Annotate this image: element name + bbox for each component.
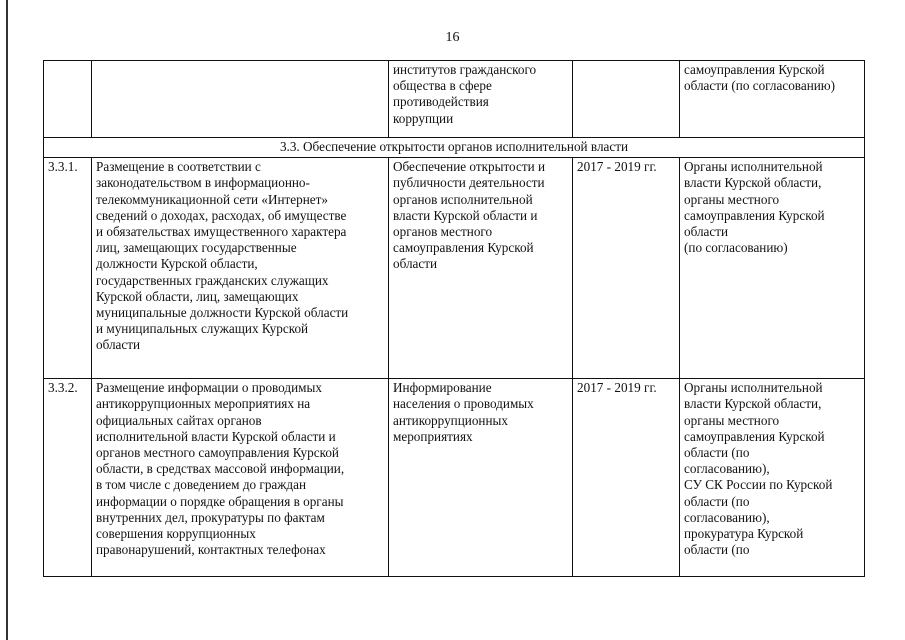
measures-table bbox=[43, 60, 865, 577]
table-row-continuation bbox=[44, 61, 865, 138]
table-row bbox=[44, 379, 865, 577]
row-result: Информирование населения о проводимых антикоррупционных мероприятиях bbox=[389, 379, 573, 577]
row-number: 3.3.1. bbox=[44, 158, 92, 379]
row-period: 2017 - 2019 гг. bbox=[573, 379, 680, 577]
page-number: 16 bbox=[445, 30, 460, 45]
section-title: 3.3. Обеспечение открытости органов исполнительной власти bbox=[44, 138, 865, 158]
cell-measure-empty bbox=[92, 61, 389, 138]
row-number: 3.3.2. bbox=[44, 379, 92, 577]
section-header-row bbox=[44, 138, 865, 158]
cell-number-empty bbox=[44, 61, 92, 138]
row-measure: Размещение информации о проводимых антикоррупционных мероприятиях на официальных сайтах органов исполнительной власти Курской области и органов местного самоуправления Курской области, в средствах массовой информации, в том числе с доведением до граждан информации о порядке обращения в органы внутренних дел, прокуратуры по фактам совершения коррупционных правонарушений, контактных телефонах bbox=[92, 379, 389, 577]
cell-executors: самоуправления Курской области (по согласованию) bbox=[680, 61, 865, 138]
cell-period-empty bbox=[573, 61, 680, 138]
row-measure: Размещение в соответствии с законодательством в информационно- телекоммуникационной сети «Интернет» сведений о доходах, расходах, об имуществе и обязательствах имущественного характера лиц, замещающих государственные должности Курской области, государственных гражданских служащих Курской области, лиц, замещающих муниципальные должности Курской области и муниципальных служащих Курской области bbox=[92, 158, 389, 379]
row-executors: Органы исполнительной власти Курской области, органы местного самоуправления Курской области (по согласованию) bbox=[680, 158, 865, 379]
table-row bbox=[44, 158, 865, 379]
page-edge-line bbox=[6, 0, 8, 640]
row-period: 2017 - 2019 гг. bbox=[573, 158, 680, 379]
cell-result: институтов гражданского общества в сфере противодействия коррупции bbox=[389, 61, 573, 138]
row-result: Обеспечение открытости и публичности деятельности органов исполнительной власти Курской области и органов местного самоуправления Курской области bbox=[389, 158, 573, 379]
row-executors: Органы исполнительной власти Курской области, органы местного самоуправления Курской области (по согласованию), СУ СК России по Курской области (по согласованию), прокуратура Курской области (по bbox=[680, 379, 865, 577]
